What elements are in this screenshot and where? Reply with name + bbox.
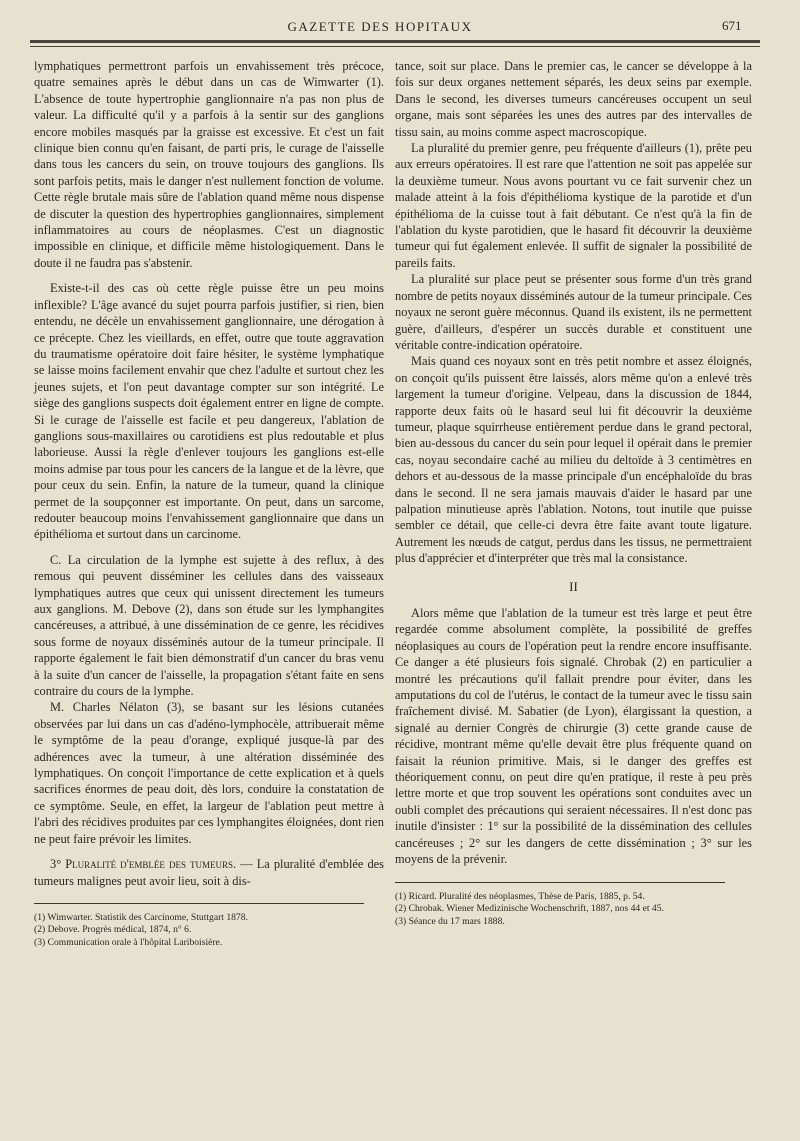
header-rule-thick — [30, 40, 760, 43]
left-column — [34, 58, 384, 949]
footnote-rule — [34, 903, 364, 904]
footnote: (2) Debove. Progrès médical, 1874, n° 6. — [34, 924, 192, 936]
header-rule-thin — [30, 46, 760, 47]
paragraph: M. Charles Nélaton (3), se basant sur les lésions cutanées observées par lui dans un cas d'adéno-lymphocèle, attribuerait même le symptôme de la peau d'orange, expliqué jusque-là par des adhérences avec la tumeur, à une altération disséminée des lymphatiques. On conçoit l'importance de cette explication et à quels sacrifices énormes de peau doit, dès lors, conduire la constatation de ce symptôme. Seule, en effet, la largeur de l'ablation peut mettre à l'abri des récidives produites par ces lymphangites éloignées, dont rien ne peut faire prévoir les limites. — [34, 700, 384, 846]
footnote: (2) Chrobak. Wiener Medizinische Wochenschrift, 1887, nos 44 et 45. — [395, 903, 664, 914]
paragraph: C. La circulation de la lymphe est sujette à des reflux, à des remous qui peuvent disséminer les cellules dans des vaisseaux lymphatiques autres que ceux qui unissent directement les tumeurs aux ganglions. M. Debove (2), dans son étude sur les lymphangites cancéreuses, a attribué, à une dissémination de ce genre, les récidives sous forme de noyaux disséminés autour de la tumeur principale. Il rapporte également le fait bien démonstratif d'un cancer du bras venu à la suite d'un cancer de l'aisselle, la propagation s'étant faite en sens contraire du cours de la lymphe. — [34, 552, 384, 699]
footnote-rule — [395, 882, 725, 883]
footnote: (3) Séance du 17 mars 1888. — [395, 915, 505, 927]
footnotes-right — [395, 891, 752, 929]
right-column — [395, 58, 752, 928]
subsection-paragraph — [34, 856, 384, 889]
running-header-title: GAZETTE DES HOPITAUX — [287, 19, 473, 34]
footnote: (1) Ricard. Pluralité des néoplasmes, Thèse de Paris, 1885, p. 54. — [395, 890, 645, 902]
paragraph: tance, soit sur place. Dans le premier cas, le cancer se développe à la fois sur deux organes nettement séparés, les deux seins par exemple. Dans le second, les diverses tumeurs cancéreuses occupent un seul organe, mais sont séparées les unes des autres par des intervalles de tissu sain, au moins comme aspect macroscopique. — [395, 59, 752, 139]
page-number: 671 — [722, 18, 742, 33]
footnote: (3) Communication orale à l'hôpital Lariboisière. — [34, 936, 223, 948]
paragraph: lymphatiques permettront parfois un envahissement très précoce, quatre semaines après le début dans un cas de Wimwarter (1). L'absence de toute hypertrophie ganglionnaire n'a pas non plus de valeur. La difficulté qu'il y a parfois à la sentir sur des ganglions encore mobiles masqués par la graisse est excessive. Et c'est un fait clinique bien connu qu'en faisant, de parti pris, le curage de l'aisselle dans tous les cancers du sein, on trouve toujours des ganglions. Ils sont parfois petits, mais le danger n'est nullement fonction de volume. Cette règle brutale mais sûre de l'ablation quand même nous dispense de discuter la question des hypertrophies ganglionnaires, simplement inflammatoires au cours de néoplasmes. C'est un diagnostic impossible en clinique, et difficile même histologiquement. Dans le doute il ne faudra pas s'abstenir. — [34, 59, 384, 270]
paragraph: La pluralité du premier genre, peu fréquente d'ailleurs (1), prête peu aux erreurs opératoires. Il est rare que l'attention ne soit pas appelée sur la deuxième tumeur. Nous avons pourtant vu ce fait survenir chez un malade atteint à la fois d'épithélioma kystique de la parotide et d'un épithélioma de la cuisse tout à fait débutant. Ce n'est qu'à la fin de l'ablation du kyste parotidien, que le hasard fit découvrir la deuxième tumeur qui fut également enlevée. Il suffit de signaler la possibilité de pareils faits. — [395, 141, 752, 270]
subsection-heading: 3° Pluralité d'emblée des tumeurs. — [50, 857, 237, 872]
footnotes-left — [34, 912, 384, 950]
footnote: (1) Wimwarter. Statistik des Carcinome, Stuttgart 1878. — [34, 911, 248, 923]
section-numeral: II — [569, 578, 578, 594]
paragraph: Mais quand ces noyaux sont en très petit nombre et assez éloignés, on conçoit qu'ils puissent être laissés, alors même qu'on a enlevé très largement la tumeur d'origine. Velpeau, dans la discussion de 1844, rapporte deux faits où le hasard seul lui fit découvrir la deuxième tumeur, plaque squirrheuse entièrement perdue dans le grand pectoral, bien au-dessous du cancer du sein pour lequel il opérait dans le premier cas, noyau secondaire caché au milieu du deltoïde à 3 centimètres en dehors et au-dessous de la masse principale d'un encéphaloïde du bras dans le second. Il ne sera jamais mauvais d'aider le hasard par une palpation minutieuse après l'ablation. Notons, tout inutile que puisse sembler ce détail, que celle-ci devra être faite avant toute ligature. Autrement les nœuds de catgut, perdus dans les tissus, ne permettraient plus d'apprécier et d'interpréter que très mal la consistance. — [395, 354, 752, 566]
paragraph: La pluralité sur place peut se présenter sous forme d'un très grand nombre de petits noyaux disséminés autour de la tumeur principale. Ces noyaux ne seront guère méconnus. Quand ils existent, ils ne permettent guère, d'ailleurs, d'espérer un succès durable et constituent une véritable contre-indication opératoire. — [395, 272, 752, 352]
subsection-text: — La pluralité d'emblée des tumeurs malignes peut avoir lieu, soit à dis- — [34, 857, 385, 888]
paragraph: Alors même que l'ablation de la tumeur est très large et peut être regardée comme absolument complète, la possibilité de greffes néoplasiques au cours de l'opération peut la rendre encore insuffisante. Ce danger a été plusieurs fois signalé. Chrobak (2) en particulier a montré les précautions qu'il fallait prendre pour éviter, dans les amputations du col de l'utérus, le contact de la tumeur avec le tissu sain fraîchement divisé. M. Sabatier (de Lyon), élargissant la question, a signalé au dernier Congrès de chirurgie (3) cette grande cause de récidive, montrant même qu'elle devait être plus fréquente quand on faisait la réunion primitive. Mais, si le danger des greffes est théoriquement connu, on peut dire qu'en pratique, il reste à peu près lettre morte et que trop souvent les opérations sont conduites avec un oubli complet des précautions qui seraient nécessaires. Il n'est donc pas inutile d'insister : 1° sur la possibilité de la dissémination des cellules cancéreuses ; 2° sur les dangers de cette dissémination ; 3° sur les moyens de la prévenir. — [395, 606, 752, 867]
paragraph: Existe-t-il des cas où cette règle puisse être un peu moins inflexible? L'âge avancé du sujet pourra parfois justifier, si rien, bien entendu, ne décèle un envahissement ganglionnaire, une dérogation à ce précepte. Chez les vieillards, en effet, outre que toute aggravation du traumatisme opératoire doit faire hésiter, le système lymphatique se laisse moins facilement envahir que chez l'adulte et surtout chez les jeunes sujets, et l'on peut davantage compter sur son intégrité. Le siège des ganglions suspects doit également entrer en ligne de compte. Si le curage de l'aisselle est facile et peu dangereux, l'ablation de ganglions sous-maxillaires ou carotidiens est plus redoutable et plus laborieuse. Aussi la règle d'enlever toujours les ganglions est-elle moins admise par tous pour les cancers de la langue et de la lèvre, que pour ceux du sein. Enfin, la nature de la tumeur, quand la clinique permet de la soupçonner est importante. On peut, dans un sarcome, redouter beaucoup moins l'envahissement ganglionnaire que dans un épithélioma et surtout dans un carcinome. — [34, 281, 384, 542]
